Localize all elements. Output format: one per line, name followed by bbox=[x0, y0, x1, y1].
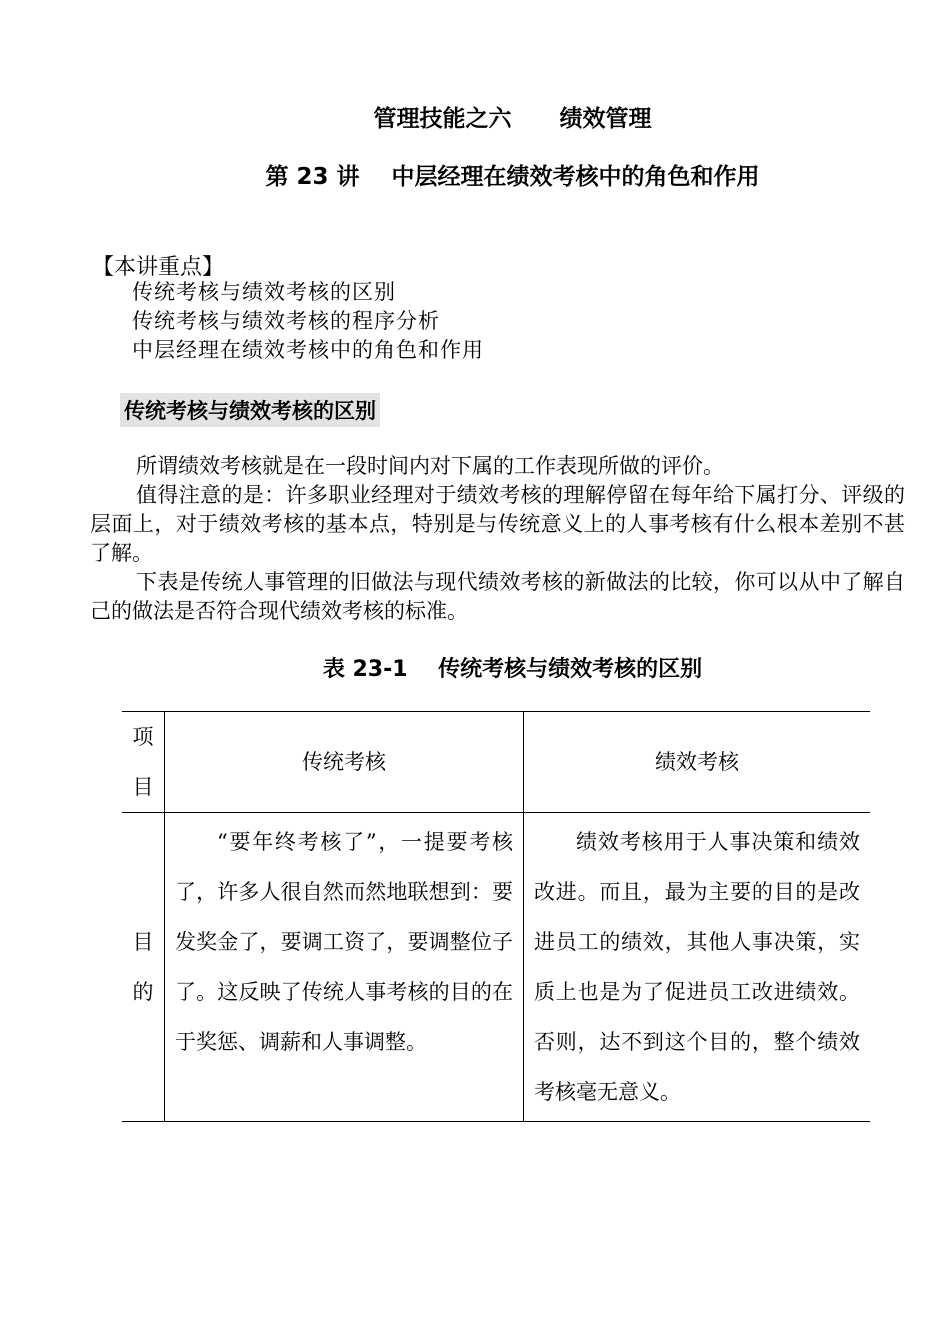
key-points-heading: 【本讲重点】 bbox=[92, 255, 225, 280]
paragraph: 下表是传统人事管理的旧做法与现代绩效考核的新做法的比较，你可以从中了解自己的做法是否符合现代绩效考核的标准。 bbox=[90, 570, 905, 623]
paragraph: 所谓绩效考核就是在一段时间内对下属的工作表现所做的评价。 bbox=[136, 454, 724, 478]
key-point-item: 中层经理在绩效考核中的角色和作用 bbox=[132, 338, 484, 362]
section-heading: 传统考核与绩效考核的区别 bbox=[120, 393, 380, 427]
key-point-item: 传统考核与绩效考核的程序分析 bbox=[132, 309, 440, 333]
paragraph: 值得注意的是：许多职业经理对于绩效考核的理解停留在每年给下属打分、评级的层面上，对于绩效考核的基本点，特别是与传统意义上的人事考核有什么根本差别不甚了解。 bbox=[90, 483, 905, 565]
header-cell-item: 项目 bbox=[122, 712, 165, 813]
key-points-list bbox=[132, 278, 484, 365]
page-title: 管理技能之六 绩效管理 bbox=[373, 106, 652, 132]
table-caption: 表 23-1 传统考核与绩效考核的区别 bbox=[322, 657, 703, 682]
row-traditional-cell: “要年终考核了”，一提要考核了，许多人很自然而然地联想到：要发奖金了，要调工资了，要调整位子了。这反映了传统人事考核的目的在于奖惩、调薪和人事调整。 bbox=[165, 813, 524, 1122]
comparison-table bbox=[122, 711, 870, 1122]
row-item-cell: 目的 bbox=[122, 813, 165, 1122]
table-row bbox=[122, 813, 870, 1122]
table-header-row bbox=[122, 712, 870, 813]
header-cell-performance: 绩效考核 bbox=[524, 712, 871, 813]
header-cell-traditional: 传统考核 bbox=[165, 712, 524, 813]
row-performance-cell: 绩效考核用于人事决策和绩效改进。而且，最为主要的目的是改进员工的绩效，其他人事决策，实质上也是为了促进员工改进绩效。否则，达不到这个目的，整个绩效考核毫无意义。 bbox=[524, 813, 871, 1122]
lecture-title: 第 23 讲 中层经理在绩效考核中的角色和作用 bbox=[265, 164, 760, 190]
key-point-item: 传统考核与绩效考核的区别 bbox=[132, 280, 396, 304]
